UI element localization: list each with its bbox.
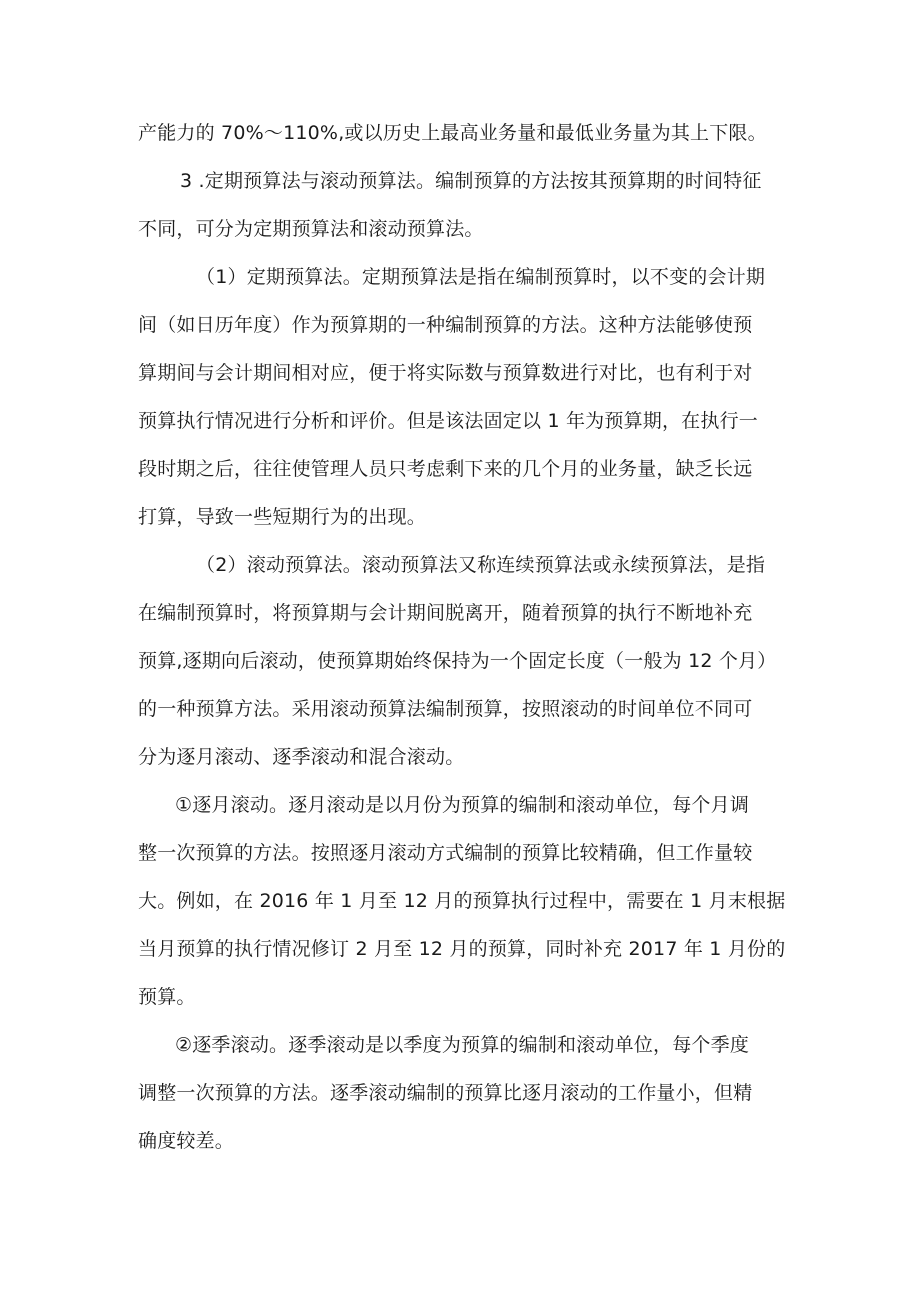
- text-line: 不同，可分为定期预算法和滚动预算法。: [138, 218, 484, 240]
- text-line: 大。例如，在 2016 年 1 月至 12 月的预算执行过程中，需要在 1 月末根据: [138, 890, 786, 912]
- text-line: ②逐季滚动。逐季滚动是以季度为预算的编制和滚动单位，每个季度: [175, 1034, 750, 1056]
- text-line: 的一种预算方法。采用滚动预算法编制预算，按照滚动的时间单位不同可: [138, 698, 753, 720]
- text-line: 调整一次预算的方法。逐季滚动编制的预算比逐月滚动的工作量小，但精: [138, 1082, 753, 1104]
- text-line: 间（如日历年度）作为预算期的一种编制预算的方法。这种方法能够使预: [138, 314, 753, 336]
- text-line: 段时期之后，往往使管理人员只考虑剩下来的几个月的业务量，缺乏长远: [138, 458, 753, 480]
- text-line: 算期间与会计期间相对应，便于将实际数与预算数进行对比，也有利于对: [138, 362, 753, 384]
- text-line: 确度较差。: [138, 1130, 235, 1152]
- text-line: 预算。: [138, 986, 196, 1008]
- text-line: 整一次预算的方法。按照逐月滚动方式编制的预算比较精确，但工作量较: [138, 842, 753, 864]
- text-line: （1）定期预算法。定期预算法是指在编制预算时，以不变的会计期: [196, 266, 766, 288]
- text-line: 打算，导致一些短期行为的出现。: [138, 506, 427, 528]
- text-line: ①逐月滚动。逐月滚动是以月份为预算的编制和滚动单位，每个月调: [175, 794, 750, 816]
- text-line: 当月预算的执行情况修订 2 月至 12 月的预算，同时补充 2017 年 1 月份的: [138, 938, 786, 960]
- text-line: 分为逐月滚动、逐季滚动和混合滚动。: [138, 746, 465, 768]
- text-line: 预算,逐期向后滚动，使预算期始终保持为一个固定长度（一般为 12 个月）: [138, 650, 777, 672]
- text-line: 产能力的 70%～110%,或以历史上最高业务量和最低业务量为其上下限。: [138, 122, 767, 144]
- text-line: 在编制预算时，将预算期与会计期间脱离开，随着预算的执行不断地补充: [138, 602, 753, 624]
- text-line: 3 .定期预算法与滚动预算法。编制预算的方法按其预算期的时间特征: [180, 170, 762, 192]
- text-line: （2）滚动预算法。滚动预算法又称连续预算法或永续预算法，是指: [196, 554, 766, 576]
- text-line: 预算执行情况进行分析和评价。但是该法固定以 1 年为预算期，在执行一: [138, 410, 758, 432]
